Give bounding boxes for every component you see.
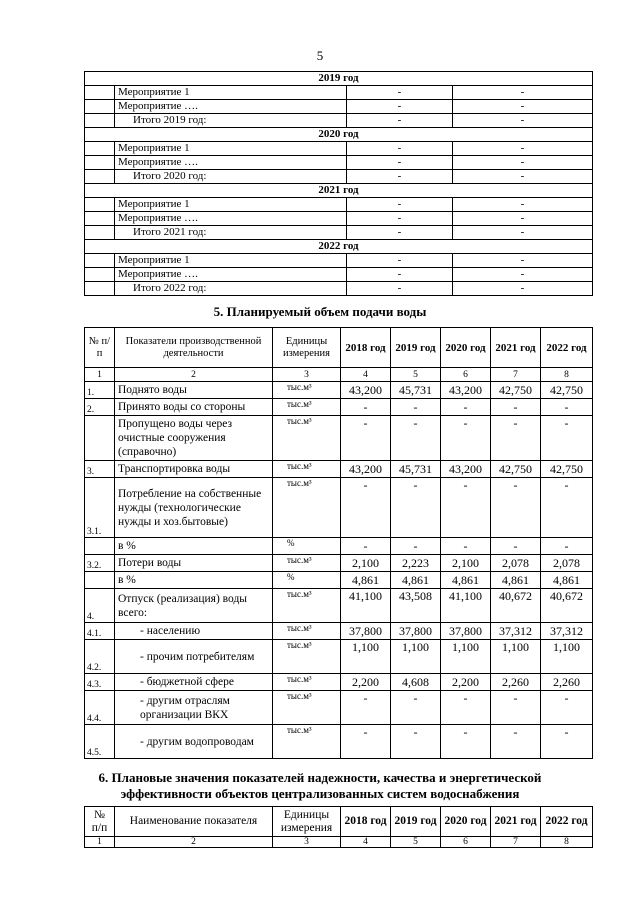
total-label: Итого 2021 год: (115, 226, 347, 240)
indicator-cell (115, 478, 273, 538)
indicator-name: Потребление на собственные нужды (технологические нужды и хоз.бытовые) (118, 487, 262, 528)
unit-cell: тыс.м³ (273, 461, 341, 478)
value-cell: 41,100 (441, 589, 491, 623)
value-cell: 37,800 (341, 623, 391, 640)
table-row (85, 589, 593, 623)
indicator-name: в % (118, 574, 136, 586)
value-cell: - (341, 691, 391, 725)
measure-row (85, 142, 593, 156)
indicator-cell (115, 691, 273, 725)
indicator-name: Принято воды со стороны (118, 401, 246, 413)
value-cell: - (541, 691, 593, 725)
header-year: 2019 год (391, 328, 441, 368)
measure-value: - (453, 100, 593, 114)
row-number (85, 572, 115, 589)
value-cell: 2,200 (341, 674, 391, 691)
value-cell: - (441, 725, 491, 759)
value-cell: 1,100 (491, 640, 541, 674)
empty-cell (85, 142, 115, 156)
empty-cell (85, 156, 115, 170)
index-cell: 6 (441, 837, 491, 848)
value-cell: 2,078 (491, 555, 541, 572)
indicator-cell (115, 555, 273, 572)
row-number: 1. (85, 382, 115, 399)
indicator-cell (115, 623, 273, 640)
value-cell: 4,861 (491, 572, 541, 589)
measure-value: - (453, 86, 593, 100)
table-row (85, 555, 593, 572)
indicator-name: - другим отраслям организации ВКХ (140, 694, 230, 721)
empty-cell (85, 198, 115, 212)
value-cell: - (341, 399, 391, 416)
value-cell: 4,861 (541, 572, 593, 589)
unit-cell: тыс.м³ (273, 725, 341, 759)
index-cell: 4 (341, 368, 391, 382)
empty-cell (85, 282, 115, 296)
measure-name: Мероприятие …. (115, 268, 347, 282)
indicator-name: Поднято воды (118, 384, 187, 396)
indicator-cell (115, 640, 273, 674)
indicator-name: Отпуск (реализация) воды всего: (118, 592, 248, 619)
indicator-name: Пропущено воды через очистные сооружения (справочно) (118, 418, 233, 458)
empty-cell (85, 114, 115, 128)
indicator-cell (115, 572, 273, 589)
row-number: 3.2. (85, 555, 115, 572)
measure-value: - (347, 212, 453, 226)
value-cell: 43,200 (441, 461, 491, 478)
row-number (85, 538, 115, 555)
indicator-name: Транспортировка воды (118, 463, 231, 475)
unit-cell: тыс.м³ (273, 691, 341, 725)
index-cell: 5 (391, 368, 441, 382)
indicator-cell (115, 399, 273, 416)
empty-cell (85, 86, 115, 100)
value-cell: - (491, 725, 541, 759)
indicator-cell (115, 382, 273, 399)
unit-cell: тыс.м³ (273, 478, 341, 538)
indicator-name: - бюджетной сфере (140, 676, 234, 688)
value-cell: 4,861 (341, 572, 391, 589)
measure-row (85, 268, 593, 282)
section5-title: 5. Планируемый объем подачи воды (213, 304, 427, 319)
index-cell: 7 (491, 368, 541, 382)
measure-value: - (347, 142, 453, 156)
value-cell: 37,312 (541, 623, 593, 640)
measure-value: - (347, 156, 453, 170)
measure-row (85, 212, 593, 226)
value-cell: - (341, 725, 391, 759)
value-cell: 2,078 (541, 555, 593, 572)
value-cell: - (391, 691, 441, 725)
measure-name: Мероприятие 1 (115, 198, 347, 212)
value-cell: - (491, 691, 541, 725)
value-cell: 40,672 (541, 589, 593, 623)
index-cell: 8 (541, 837, 593, 848)
empty-cell (85, 254, 115, 268)
total-label: Итого 2022 год: (115, 282, 347, 296)
value-cell: 2,100 (341, 555, 391, 572)
measure-value: - (347, 86, 453, 100)
value-cell: - (541, 399, 593, 416)
section6-title-line1: 6. Плановые значения показателей надежности, качества и энергетической (98, 770, 542, 785)
empty-cell (85, 170, 115, 184)
value-cell: 42,750 (491, 382, 541, 399)
value-cell: 1,100 (441, 640, 491, 674)
header-year: 2020 год (441, 807, 491, 837)
measure-value: - (453, 198, 593, 212)
value-cell: - (491, 416, 541, 461)
header-year: 2019 год (391, 807, 441, 837)
value-cell: - (441, 538, 491, 555)
measure-row (85, 254, 593, 268)
measure-value: - (453, 156, 593, 170)
row-number: 3. (85, 461, 115, 478)
row-number: 4.5. (85, 725, 115, 759)
value-cell: - (341, 538, 391, 555)
index-cell: 8 (541, 368, 593, 382)
row-number: 4.1. (85, 623, 115, 640)
value-cell: - (441, 416, 491, 461)
index-cell: 2 (115, 368, 273, 382)
value-cell: 2,100 (441, 555, 491, 572)
year-header-row (85, 184, 593, 198)
empty-cell (85, 212, 115, 226)
value-cell: 45,731 (391, 382, 441, 399)
value-cell: 2,200 (441, 674, 491, 691)
measure-row (85, 156, 593, 170)
page-number: 5 (316, 48, 324, 63)
measures-table (84, 71, 593, 296)
measure-name: Мероприятие 1 (115, 86, 347, 100)
value-cell: 1,100 (341, 640, 391, 674)
measure-name: Мероприятие 1 (115, 254, 347, 268)
value-cell: - (391, 725, 441, 759)
measure-value: - (347, 282, 453, 296)
measure-value: - (347, 254, 453, 268)
value-cell: - (541, 538, 593, 555)
value-cell: - (441, 478, 491, 538)
value-cell: 40,672 (491, 589, 541, 623)
value-cell: 2,260 (491, 674, 541, 691)
unit-cell: тыс.м³ (273, 640, 341, 674)
measure-value: - (453, 268, 593, 282)
measure-name: Мероприятие …. (115, 156, 347, 170)
value-cell: 1,100 (391, 640, 441, 674)
header-unit: Единицы измерения (273, 328, 341, 368)
header-year: 2022 год (541, 807, 593, 837)
year-label: 2022 год (85, 240, 593, 254)
table-row (85, 674, 593, 691)
row-number: 4.4. (85, 691, 115, 725)
table-row (85, 623, 593, 640)
index-cell: 2 (115, 837, 273, 848)
measure-value: - (453, 170, 593, 184)
table-row (85, 382, 593, 399)
header-num: № п/п (85, 328, 115, 368)
value-cell: - (391, 538, 441, 555)
value-cell: - (541, 725, 593, 759)
measure-value: - (453, 226, 593, 240)
indicator-cell (115, 589, 273, 623)
unit-cell: тыс.м³ (273, 674, 341, 691)
indicator-cell (115, 725, 273, 759)
section6-title-line2: эффективности объектов централизованных систем водоснабжения (120, 786, 520, 801)
value-cell: - (541, 478, 593, 538)
value-cell: 42,750 (541, 461, 593, 478)
value-cell: 42,750 (491, 461, 541, 478)
measure-row (85, 114, 593, 128)
value-cell: 4,861 (441, 572, 491, 589)
value-cell: 37,800 (441, 623, 491, 640)
value-cell: 37,312 (491, 623, 541, 640)
table-row (85, 725, 593, 759)
measure-row (85, 198, 593, 212)
header-year: 2020 год (441, 328, 491, 368)
value-cell: - (341, 416, 391, 461)
indicator-cell (115, 538, 273, 555)
value-cell: - (341, 478, 391, 538)
indicator-cell (115, 461, 273, 478)
value-cell: - (491, 478, 541, 538)
value-cell: 2,223 (391, 555, 441, 572)
indicator-name: в % (118, 540, 136, 552)
measure-name: Мероприятие …. (115, 100, 347, 114)
value-cell: 37,800 (391, 623, 441, 640)
measure-value: - (347, 100, 453, 114)
unit-cell: тыс.м³ (273, 399, 341, 416)
index-cell: 3 (273, 368, 341, 382)
unit-cell: тыс.м³ (273, 382, 341, 399)
indicator-name: Потери воды (118, 557, 182, 569)
indicator-name: - прочим потребителям (140, 650, 255, 663)
row-number (85, 416, 115, 461)
measure-value: - (347, 268, 453, 282)
indicator-name: - другим водопроводам (140, 735, 254, 748)
measure-value: - (347, 170, 453, 184)
unit-cell: тыс.м³ (273, 555, 341, 572)
measure-value: - (453, 212, 593, 226)
year-label: 2019 год (85, 72, 593, 86)
value-cell: 43,200 (341, 461, 391, 478)
index-cell: 6 (441, 368, 491, 382)
header-num: № п/п (85, 807, 115, 837)
header-unit: Единицы измерения (273, 807, 341, 837)
unit-cell: тыс.м³ (273, 589, 341, 623)
measure-value: - (347, 226, 453, 240)
value-cell: 45,731 (391, 461, 441, 478)
reliability-table (84, 806, 593, 848)
value-cell: 1,100 (541, 640, 593, 674)
measure-row (85, 100, 593, 114)
row-number: 3.1. (85, 478, 115, 538)
index-cell: 5 (391, 837, 441, 848)
unit-cell: % (273, 538, 341, 555)
value-cell: - (491, 399, 541, 416)
indicator-name: - населению (140, 625, 201, 637)
empty-cell (85, 100, 115, 114)
header-year: 2022 год (541, 328, 593, 368)
water-volume-table (84, 327, 593, 759)
table-row (85, 538, 593, 555)
value-cell: - (391, 416, 441, 461)
measure-value: - (453, 114, 593, 128)
value-cell: 43,508 (391, 589, 441, 623)
indicator-cell (115, 416, 273, 461)
year-label: 2021 год (85, 184, 593, 198)
table-row (85, 640, 593, 674)
year-header-row (85, 72, 593, 86)
value-cell: 4,861 (391, 572, 441, 589)
row-number: 2. (85, 399, 115, 416)
index-cell: 7 (491, 837, 541, 848)
header-indicator: Показатели производственной деятельности (115, 328, 273, 368)
value-cell: - (441, 691, 491, 725)
unit-cell: % (273, 572, 341, 589)
header-year: 2021 год (491, 807, 541, 837)
measure-value: - (453, 142, 593, 156)
value-cell: 43,200 (441, 382, 491, 399)
total-label: Итого 2019 год: (115, 114, 347, 128)
value-cell: - (391, 399, 441, 416)
index-cell: 4 (341, 837, 391, 848)
row-number: 4. (85, 589, 115, 623)
total-label: Итого 2020 год: (115, 170, 347, 184)
measure-value: - (453, 254, 593, 268)
table-row (85, 478, 593, 538)
header-name: Наименование показателя (115, 807, 273, 837)
measure-value: - (453, 282, 593, 296)
measure-name: Мероприятие 1 (115, 142, 347, 156)
table-row (85, 572, 593, 589)
value-cell: - (541, 416, 593, 461)
value-cell: 4,608 (391, 674, 441, 691)
table-row (85, 399, 593, 416)
measure-row (85, 282, 593, 296)
index-cell: 3 (273, 837, 341, 848)
value-cell: 41,100 (341, 589, 391, 623)
index-cell: 1 (85, 837, 115, 848)
table-row (85, 416, 593, 461)
empty-cell (85, 268, 115, 282)
value-cell: - (491, 538, 541, 555)
value-cell: 2,260 (541, 674, 593, 691)
year-header-row (85, 240, 593, 254)
unit-cell: тыс.м³ (273, 623, 341, 640)
index-cell: 1 (85, 368, 115, 382)
empty-cell (85, 226, 115, 240)
table-row (85, 691, 593, 725)
measure-row (85, 226, 593, 240)
year-label: 2020 год (85, 128, 593, 142)
measure-value: - (347, 198, 453, 212)
measure-row (85, 86, 593, 100)
unit-cell: тыс.м³ (273, 416, 341, 461)
value-cell: 42,750 (541, 382, 593, 399)
measure-row (85, 170, 593, 184)
value-cell: - (391, 478, 441, 538)
value-cell: - (441, 399, 491, 416)
measure-value: - (347, 114, 453, 128)
value-cell: 43,200 (341, 382, 391, 399)
indicator-cell (115, 674, 273, 691)
header-year: 2018 год (341, 328, 391, 368)
header-year: 2018 год (341, 807, 391, 837)
year-header-row (85, 128, 593, 142)
measure-name: Мероприятие …. (115, 212, 347, 226)
header-year: 2021 год (491, 328, 541, 368)
table-row (85, 461, 593, 478)
row-number: 4.2. (85, 640, 115, 674)
row-number: 4.3. (85, 674, 115, 691)
